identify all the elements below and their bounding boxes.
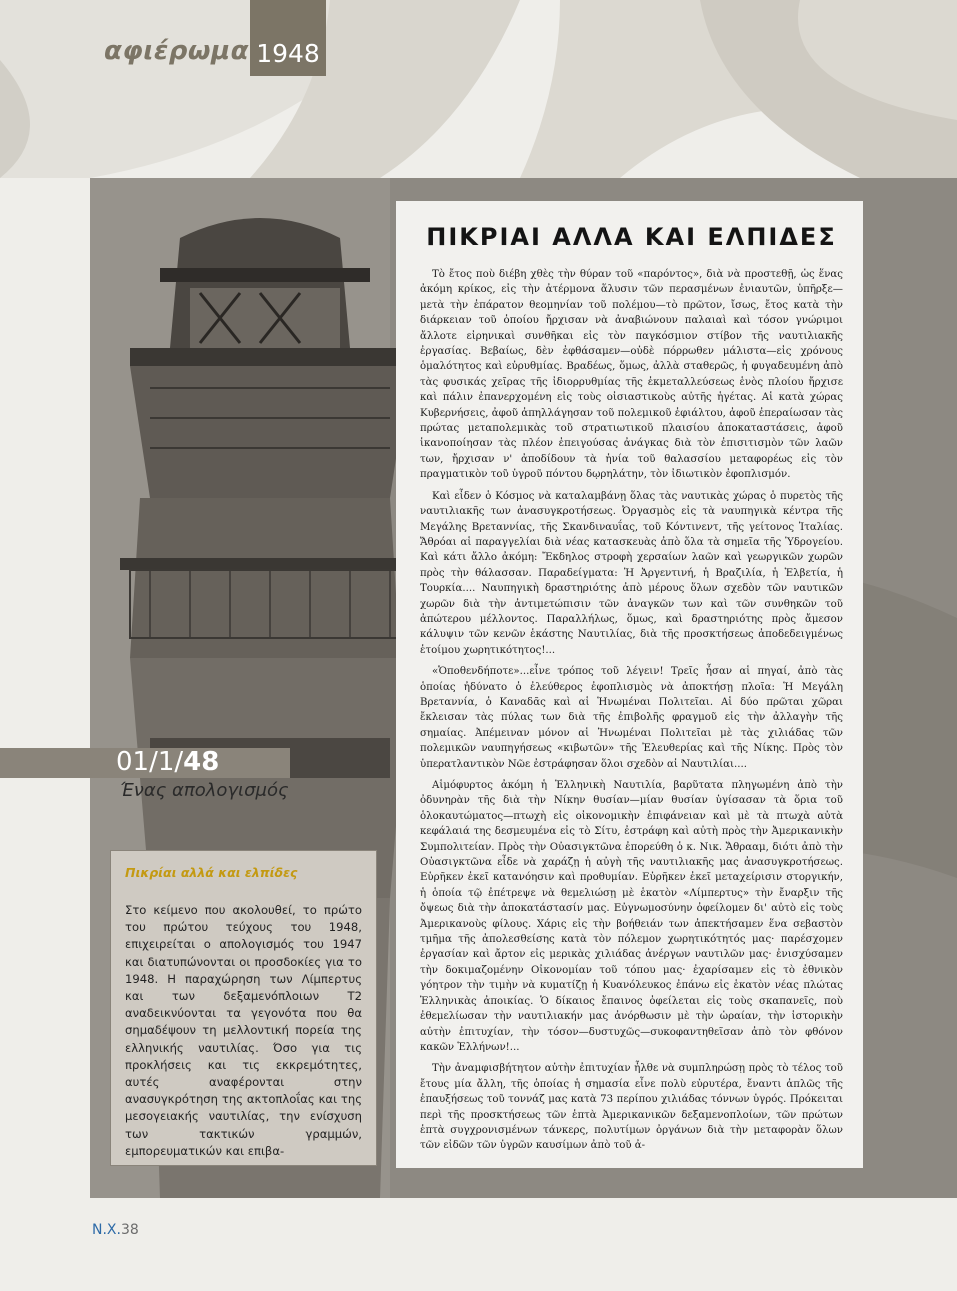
issue-date-prefix: 01/1/ (116, 747, 184, 777)
issue-date-year: 48 (183, 747, 220, 777)
clipping-paragraph: Καὶ εἶδεν ὁ Κόσμος νὰ καταλαμβάνῃ ὅλας τὰς ναυτικὰς χώρας ὁ πυρετὸς τῆς ναυτιλιακῆς των ἀνασυγκροτήσεως. Ὀργασμὸς εἰς τὰ ναυπηγικὰ κέντρα τῆς Μεγάλης Βρεταννίας, τῆς Σκανδιναυΐας, τοῦ Κόντινεντ, τῆς γείτονος Ἰταλίας. Ἄθρόαι αἱ παραγγελίαι διὰ νέας κατασκευὰς ἀπὸ ὅλα τὰ σημεῖα τῆς Ὑδρογείου. Καὶ κάτι ἄλλο ἀκόμη: Ἔκδηλος στροφὴ χερσαίων λαῶν καὶ γεωργικῶν χωρῶν πρὸς τὴν θάλασσαν. Παραδείγματα: Ἡ Ἀργεντινή, ἡ Βραζιλία, ἡ Ἑλβετία, ἡ Τουρκία.... Ναυπηγικὴ δραστηριότης ἀπὸ μέρους ὅλων σχεδὸν τῶν ναυτικῶν χωρῶν διὰ τὴν ἀντιμετώπισιν τῶν ἀναγκῶν των καὶ τῶν συνθηκῶν τοῦ ἀπώτερου μέλλοντος. Παραλλήλως, ὅμως, καὶ δραστηριότης πρὸς ἄμεσον κάλυψιν τῶν κενῶν ἑκάστης Ναυτιλίας, διὰ τῆς προσκτήσεως ἀποδεδειγμένως ἑτοίμου χωρητικότητος!... (420, 490, 843, 656)
sidebar-body-text: Στο κείμενο που ακολουθεί, το πρώτο του πρώτου τεύχους του 1948, επιχειρείται ο απολογισμός του 1947 και διατυπώνονται οι προσδοκίες για το 1948. Η παραχώρηση των Λίμπερτυς και των δεξαμενόπλοιων Τ2 αναδεικνύονται τα γεγονότα που θα σημαδέψουν τη μελλοντική πορεία της ελληνικής ναυτιλίας. Όσο για τις προκλήσεις και τις εκκρεμότητες, αυτές αναφέρονται στην ανασυγκρότηση της ακτοπλοΐας και της μεσογειακής ναυτιλίας, την ενίσχυση των τακτικών γραμμών, εμπορευματικών και επιβα- (125, 903, 362, 1158)
clipping-paragraph: Τὴν ἀναμφισβήτητον αὐτὴν ἐπιτυχίαν ἦλθε νὰ συμπληρώσῃ πρὸς τὸ τέλος τοῦ ἔτους μία ἄλλη, τῆς ὁποίας ἡ σημασία εἶνε πολὺ εὐρυτέρα, ἔναντι ἁπλῶς τῆς ἐπαυξήσεως τοῦ τοννάζ μας κατὰ 73 περίπου χιλιάδας τόννων ὑγρός. Πρόκειται περὶ τῆς προσκτήσεως τῶν ἑπτὰ Ἀμερικανικῶν δεξαμενοπλοίων, τῶν πρώτων ἑπτὰ συγχρονισμένων τάνκερς, πολυτίμων ὀργάνων διὰ τὴν μεταφορὰν ὅλων τῶν εἰδῶν τῶν ὑγρῶν καυσίμων ἀπὸ τοῦ ἀ- (420, 1063, 843, 1152)
clipping-paragraph: «Ὁποθενδήποτε»...εἶνε τρόπος τοῦ λέγειν! Τρεῖς ἦσαν αἱ πηγαί, ἀπὸ τὰς ὁποίας ἠδύνατο ὁ ἐλεύθερος ἐφοπλισμὸς νὰ ἀποκτήσῃ πλοῖα: Ἡ Μεγάλη Βρεταννία, ὁ Καναδᾶς καὶ αἱ Ἡνωμέναι Πολιτεῖαι. Αἱ δύο πρῶται χῶραι ἔκλεισαν τὰς πύλας των διὰ τῆς ἐπιβολῆς φραγμοῦ εἰς τὴν ἀλλαγὴν τῆς σημαίας. Ἀπέμειναν μόνον αἱ Ἡνωμέναι Πολιτεῖαι μὲ τὰς χιλιάδας τῶν πολεμικῶν ναυπηγήσεως «κιβωτῶν» τῆς Ἐλευθερίας καὶ τῆς Νίκης. Πρὸς τὸν ὑπερατλαντικὸν Νῶε ἐστράφησαν ὅλοι σχεδὸν αἱ Ναυτιλίαι.... (420, 666, 843, 770)
sidebar-heading: Πικρίαι αλλά και ελπίδες (125, 865, 298, 880)
page-number: 38 (120, 1222, 139, 1238)
clipping-title: ΠΙΚΡΙΑΙ ΑΛΛΑ ΚΑΙ ΕΛΠΙΔΕΣ (426, 223, 837, 251)
page-footer (92, 1222, 139, 1238)
footer-brand: Ν.Χ. (92, 1222, 121, 1238)
summary-sidebar (110, 850, 377, 1166)
clipping-paragraph: Τὸ ἔτος ποὺ διέβη χθὲς τὴν θύραν τοῦ «παρόντος», διὰ νὰ προστεθῇ, ὡς ἕνας ἀκόμη κρίκος, εἰς τὴν ἀτέρμονα ἅλυσιν τῶν περασμένων ἐνιαυτῶν, ὑπῆρξε—μετὰ τὴν ἐπάρατον θεομηνίαν τοῦ πολέμου—τὸ πρῶτον, ἴσως, ἔτος κατὰ τὴν διάρκειαν τοῦ ὁποίου ἤρχισαν νὰ ἀναβιώνουν παλαιαὶ καὶ τόσον γνώριμοι ἄλλοτε εἰρηνικαὶ συνθῆκαι εἰς τὸν παγκόσμιον στίβον τῆς ναυτιλιακῆς ἐργασίας. Βεβαίως, δὲν ἐφθάσαμεν—οὐδὲ πόρρωθεν μάλιστα—εἰς χρόνους ὁμαλότητος καὶ εὐρυθμίας. Βραδέως, ὅμως, ἀλλὰ σταθερῶς, ἡ φυγαδευμένη ἀπὸ τὰς φυσικάς χεῖρας τῆς ἰδιορρυθμίας τῆς ἐκμεταλλεύσεως ἑνὸς πλοίου ἤρχισε καὶ πάλιν ἐπανερχομένη εἰς τοὺς οἰσιαστικοὺς αὐτῆς ἡγέτας. Αἱ κατὰ χώρας Κυβερνήσεις, ἀφοῦ ἀπηλλάγησαν τοῦ πολεμικοῦ ἐφιάλτου, ἀφοῦ ἐπεραίωσαν τὰς πρώτας μεταπολεμικὰς τοῦ στρατιωτικοῦ πλαισίου ἀποκαταστάσεις, ἀφοῦ ἱκανοποίησαν τὰς πλέον ἐπειγούσας ἀνάγκας διὰ τὸν ἐπισιτισμὸν τῶν λαῶν των, ἤρχισαν ν' ἀποδίδουν τὰ ἡνία τοῦ θαλασσίου μεταφορέως εἰς τὸν πραγματικὸν τοῦ ὑγροῦ πόντου δῳρηλάτην, τὸν ἰδιωτικὸν ἐφοπλισμόν. (420, 269, 843, 481)
feature-subtitle: Ένας απολογισμός (120, 780, 289, 801)
section-title: αφιέρωμα (104, 36, 250, 66)
section-year-tab: 1948 (250, 0, 326, 76)
newspaper-clipping (396, 201, 863, 1168)
issue-date (116, 747, 219, 779)
clipping-paragraph: Αἱμόφυρτος ἀκόμη ἡ Ἑλληνικὴ Ναυτιλία, βαρῦτατα πληγωμένη ἀπὸ τὴν ὀδυνηρὰν τῆς διὰ τὴν Νίκην θυσίαν—μίαν θυσίαν ὑγίσασαν τὰ ὅρια τοῦ ὁλοκαυτώματος—πτωχὴ εἰς οἰκονομικὴν ἐπιφάνειαν καὶ μὲ τὰ πτωχὰ αὐτὰ κεφάλαιά της δεσμευμένα εἰς τὸ Σίτυ, ἐστράφη καὶ αὐτὴ πρὸς τὴν Ἀμερικανικὴν Συμπολιτείαν. Πρὸς τὴν Οὐασιγκτῶνα ἐπορεύθη ὁ κ. Νικ. Ἄθρααμ, διότι ἀπὸ τὴν Οὐασιγκτῶνα εἶδε νὰ χαράζῃ ἡ αὐγὴ τῆς ναυτιλιακῆς μας ἀνασυγκροτήσεως. Εὑρῆκεν ἐκεῖ κατανόησιν καὶ προθυμίαν. Εὑρῆκεν ἐκεῖ μεταχείρισιν στοργικήν, ἡ ὁποία τῷ ἐπέτρεψε νὰ θεμελιώσῃ μὲ ἑκατὸν «Λίμπερτυς» τὴν ἔναρξιν τῆς ὄψεως διὰ τὴν ἀποκατάστασίν μας. Εὐγνωμοσύνην ὀφείλομεν δι' αὐτὸ εἰς τοὺς Ἀμερικανοὺς φίλους. Χάρις εἰς τὴν βοήθειάν των ἀπεκτήσαμεν ἕνα σεβαστὸν τμῆμα τῆς ἀπολεσθείσης κατὰ τὸν πόλεμον χωρητικότητός μας· παρέσχομεν ἐργασίαν καὶ ἄρτον εἰς μερικὰς χιλιάδας ἀνέργων ναυτιλῶν μας· ἐνισχύσαμεν τὴν δοκιμαζομένην Οἰκονομίαν τοῦ τόπου μας· ἐχαρίσαμεν εἰς τὸ ἐθνικὸν γόητρον τὴν τιμὴν νὰ κυματίζῃ ἡ Κυανόλευκος ἐπάνω εἰς ἑκατὸν νέας πλώτας Ἑλληνικὰς ἀποικίας. Ὁ δίκαιος ἔπαινος ὀφείλεται εἰς τοὺς σκαπανεῖς, ποὺ ἐθεμελίωσαν τὴν ναυτιλιακήν μας ἀνόρθωσιν μὲ τὴν ὡραίαν, τὴν ἱστορικὴν αὐτὴν ἐπιτυχίαν, τὴν τόσον—δυστυχῶς—συκοφαντηθεῖσαν ἀπὸ τὸν φθόνον κακῶν Ἑλλήνων!... (420, 780, 843, 1053)
